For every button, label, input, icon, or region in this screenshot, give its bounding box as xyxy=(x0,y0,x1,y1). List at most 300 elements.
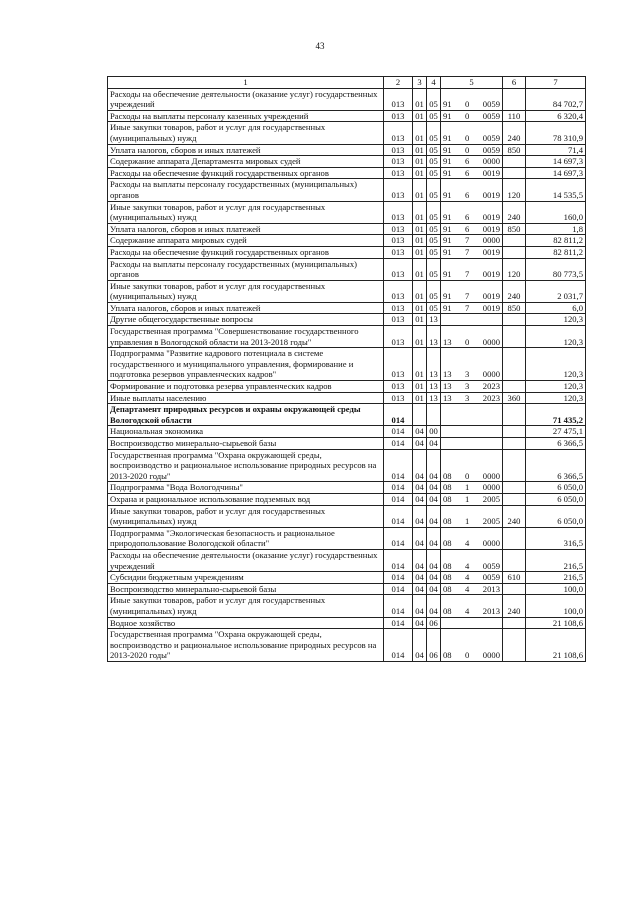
target-subprogram: 6 xyxy=(465,156,470,167)
row-section: 01 xyxy=(413,179,427,201)
target-subprogram: 4 xyxy=(465,605,470,616)
target-subprogram: 4 xyxy=(465,538,470,549)
row-expense-type: 120 xyxy=(503,258,526,280)
target-code: 2013 xyxy=(482,605,500,616)
row-name: Расходы на обеспечение функций государственных органов xyxy=(108,167,384,179)
row-target-article xyxy=(441,156,503,168)
target-code: 0000 xyxy=(482,470,500,481)
row-section: 01 xyxy=(413,392,427,404)
table-row xyxy=(108,110,586,122)
row-ministry-code: 013 xyxy=(384,348,413,381)
table-row xyxy=(108,156,586,168)
row-section: 01 xyxy=(413,156,427,168)
header-cell: 2 xyxy=(384,77,413,89)
row-subsection: 05 xyxy=(427,302,441,314)
row-amount: 6 366,5 xyxy=(526,438,586,450)
row-ministry-code: 013 xyxy=(384,167,413,179)
table-row xyxy=(108,258,586,280)
row-subsection: 05 xyxy=(427,258,441,280)
target-program: 08 xyxy=(443,583,452,594)
row-section: 01 xyxy=(413,314,427,326)
row-target-article xyxy=(441,167,503,179)
target-code: 2023 xyxy=(482,381,500,392)
row-target-article xyxy=(441,326,503,348)
target-code: 2013 xyxy=(482,583,500,594)
row-expense-type: 360 xyxy=(503,392,526,404)
row-section: 01 xyxy=(413,381,427,393)
row-target-article xyxy=(441,280,503,302)
row-name: Формирование и подготовка резерва управленческих кадров xyxy=(108,381,384,393)
target-subprogram: 6 xyxy=(465,223,470,234)
row-name: Иные закупки товаров, работ и услуг для государственных (муниципальных) нужд xyxy=(108,201,384,223)
table-row xyxy=(108,179,586,201)
target-code: 0059 xyxy=(482,99,500,110)
row-section: 01 xyxy=(413,223,427,235)
row-subsection xyxy=(427,404,441,426)
row-expense-type xyxy=(503,527,526,549)
row-section: 04 xyxy=(413,549,427,571)
row-subsection: 04 xyxy=(427,583,441,595)
target-program: 91 xyxy=(443,156,452,167)
row-section: 04 xyxy=(413,426,427,438)
row-subsection: 05 xyxy=(427,144,441,156)
target-program: 91 xyxy=(443,246,452,257)
row-ministry-code: 014 xyxy=(384,629,413,662)
header-cell: 4 xyxy=(427,77,441,89)
row-expense-type xyxy=(503,235,526,247)
table-row xyxy=(108,438,586,450)
row-expense-type xyxy=(503,617,526,629)
row-name: Воспроизводство минерально-сырьевой базы xyxy=(108,583,384,595)
table-row xyxy=(108,381,586,393)
table-row xyxy=(108,167,586,179)
table-row xyxy=(108,583,586,595)
row-ministry-code: 014 xyxy=(384,505,413,527)
target-subprogram: 0 xyxy=(465,470,470,481)
row-expense-type xyxy=(503,88,526,110)
row-expense-type xyxy=(503,381,526,393)
table-row xyxy=(108,280,586,302)
row-name: Содержание аппарата Департамента мировых судей xyxy=(108,156,384,168)
row-target-article xyxy=(441,493,503,505)
target-program: 91 xyxy=(443,269,452,280)
row-section: 01 xyxy=(413,144,427,156)
row-amount: 84 702,7 xyxy=(526,88,586,110)
row-name: Расходы на выплаты персоналу государственных (муниципальных) органов xyxy=(108,179,384,201)
target-subprogram: 3 xyxy=(465,381,470,392)
target-program: 91 xyxy=(443,223,452,234)
row-subsection: 04 xyxy=(427,438,441,450)
target-program: 08 xyxy=(443,482,452,493)
target-subprogram: 4 xyxy=(465,560,470,571)
row-ministry-code: 014 xyxy=(384,572,413,584)
row-amount: 6 050,0 xyxy=(526,482,586,494)
row-expense-type: 120 xyxy=(503,179,526,201)
target-subprogram: 0 xyxy=(465,99,470,110)
target-program: 08 xyxy=(443,516,452,527)
row-name: Охрана и рациональное использование подземных вод xyxy=(108,493,384,505)
row-expense-type xyxy=(503,583,526,595)
row-section: 01 xyxy=(413,201,427,223)
row-name: Иные закупки товаров, работ и услуг для государственных (муниципальных) нужд xyxy=(108,505,384,527)
budget-table xyxy=(107,76,586,662)
row-expense-type xyxy=(503,426,526,438)
row-subsection: 05 xyxy=(427,280,441,302)
target-subprogram: 0 xyxy=(465,132,470,143)
row-ministry-code: 014 xyxy=(384,426,413,438)
table-row xyxy=(108,326,586,348)
row-subsection: 04 xyxy=(427,449,441,482)
row-expense-type: 850 xyxy=(503,302,526,314)
row-subsection: 04 xyxy=(427,493,441,505)
row-amount: 14 535,5 xyxy=(526,179,586,201)
row-target-article xyxy=(441,527,503,549)
row-subsection: 04 xyxy=(427,505,441,527)
row-subsection: 04 xyxy=(427,527,441,549)
row-expense-type xyxy=(503,438,526,450)
row-section: 01 xyxy=(413,348,427,381)
row-subsection: 05 xyxy=(427,156,441,168)
table-row xyxy=(108,493,586,505)
row-name: Подпрограмма "Вода Вологодчины" xyxy=(108,482,384,494)
target-subprogram: 0 xyxy=(465,336,470,347)
row-subsection: 00 xyxy=(427,426,441,438)
row-subsection: 13 xyxy=(427,314,441,326)
row-ministry-code: 013 xyxy=(384,314,413,326)
row-amount: 71,4 xyxy=(526,144,586,156)
target-code: 2005 xyxy=(482,493,500,504)
row-ministry-code: 013 xyxy=(384,258,413,280)
table-row xyxy=(108,572,586,584)
table-row xyxy=(108,88,586,110)
row-ministry-code: 014 xyxy=(384,482,413,494)
header-cell: 5 xyxy=(441,77,503,89)
row-target-article xyxy=(441,482,503,494)
row-amount: 6,0 xyxy=(526,302,586,314)
row-ministry-code: 013 xyxy=(384,223,413,235)
target-subprogram: 3 xyxy=(465,369,470,380)
row-amount: 14 697,3 xyxy=(526,156,586,168)
row-target-article xyxy=(441,549,503,571)
row-name: Водное хозяйство xyxy=(108,617,384,629)
row-subsection: 06 xyxy=(427,629,441,662)
row-amount: 216,5 xyxy=(526,549,586,571)
row-target-article xyxy=(441,629,503,662)
row-name: Воспроизводство минерально-сырьевой базы xyxy=(108,438,384,450)
row-section: 01 xyxy=(413,167,427,179)
row-section: 01 xyxy=(413,326,427,348)
target-subprogram: 4 xyxy=(465,572,470,583)
target-subprogram: 0 xyxy=(465,144,470,155)
row-amount: 6 050,0 xyxy=(526,505,586,527)
target-program: 91 xyxy=(443,235,452,246)
header-cell: 3 xyxy=(413,77,427,89)
table-row xyxy=(108,527,586,549)
target-program: 13 xyxy=(443,336,452,347)
row-subsection: 05 xyxy=(427,167,441,179)
row-section: 01 xyxy=(413,258,427,280)
row-section: 04 xyxy=(413,629,427,662)
row-ministry-code: 014 xyxy=(384,404,413,426)
row-expense-type: 240 xyxy=(503,505,526,527)
row-amount: 82 811,2 xyxy=(526,246,586,258)
target-program: 08 xyxy=(443,560,452,571)
table-row xyxy=(108,246,586,258)
row-section: 04 xyxy=(413,527,427,549)
row-expense-type: 850 xyxy=(503,144,526,156)
target-program: 13 xyxy=(443,392,452,403)
row-subsection: 05 xyxy=(427,201,441,223)
target-subprogram: 4 xyxy=(465,583,470,594)
row-target-article xyxy=(441,223,503,235)
target-program: 91 xyxy=(443,132,452,143)
row-amount: 21 108,6 xyxy=(526,617,586,629)
target-subprogram: 7 xyxy=(465,291,470,302)
row-section: 04 xyxy=(413,583,427,595)
target-program: 08 xyxy=(443,538,452,549)
row-expense-type: 240 xyxy=(503,201,526,223)
table-row xyxy=(108,426,586,438)
row-name: Иные закупки товаров, работ и услуг для государственных (муниципальных) нужд xyxy=(108,122,384,144)
row-subsection: 13 xyxy=(427,392,441,404)
target-subprogram: 7 xyxy=(465,246,470,257)
row-expense-type: 110 xyxy=(503,110,526,122)
row-ministry-code: 014 xyxy=(384,527,413,549)
target-subprogram: 6 xyxy=(465,167,470,178)
target-code: 0000 xyxy=(482,650,500,661)
row-ministry-code: 013 xyxy=(384,122,413,144)
row-amount: 80 773,5 xyxy=(526,258,586,280)
row-ministry-code: 013 xyxy=(384,179,413,201)
row-subsection: 05 xyxy=(427,235,441,247)
row-amount: 6 320,4 xyxy=(526,110,586,122)
target-code: 0000 xyxy=(482,482,500,493)
target-code: 0000 xyxy=(482,235,500,246)
row-amount: 6 050,0 xyxy=(526,493,586,505)
row-target-article xyxy=(441,583,503,595)
row-name: Содержание аппарата мировых судей xyxy=(108,235,384,247)
target-code: 0000 xyxy=(482,369,500,380)
table-row xyxy=(108,348,586,381)
target-code: 0019 xyxy=(482,189,500,200)
table-row xyxy=(108,482,586,494)
header-cell: 6 xyxy=(503,77,526,89)
row-section: 01 xyxy=(413,246,427,258)
row-target-article xyxy=(441,404,503,426)
target-code: 0000 xyxy=(482,156,500,167)
row-target-article xyxy=(441,246,503,258)
row-ministry-code: 013 xyxy=(384,156,413,168)
row-section: 01 xyxy=(413,302,427,314)
row-amount: 160,0 xyxy=(526,201,586,223)
row-expense-type xyxy=(503,167,526,179)
row-section: 01 xyxy=(413,88,427,110)
target-code: 0019 xyxy=(482,269,500,280)
table-row xyxy=(108,122,586,144)
row-target-article xyxy=(441,505,503,527)
row-name: Подпрограмма "Экологическая безопасность и рациональное природопользование Вологодской области" xyxy=(108,527,384,549)
row-expense-type xyxy=(503,549,526,571)
row-expense-type xyxy=(503,314,526,326)
header-cell: 7 xyxy=(526,77,586,89)
row-amount: 120,3 xyxy=(526,314,586,326)
row-ministry-code: 013 xyxy=(384,201,413,223)
row-target-article xyxy=(441,302,503,314)
target-subprogram: 7 xyxy=(465,269,470,280)
table-row xyxy=(108,144,586,156)
row-name: Уплата налогов, сборов и иных платежей xyxy=(108,144,384,156)
target-subprogram: 3 xyxy=(465,392,470,403)
table-row xyxy=(108,617,586,629)
row-target-article xyxy=(441,88,503,110)
target-subprogram: 6 xyxy=(465,189,470,200)
row-amount: 316,5 xyxy=(526,527,586,549)
table-row xyxy=(108,549,586,571)
target-subprogram: 7 xyxy=(465,302,470,313)
row-target-article xyxy=(441,201,503,223)
row-amount: 120,3 xyxy=(526,392,586,404)
row-name: Расходы на обеспечение деятельности (оказание услуг) государственных учреждений xyxy=(108,88,384,110)
target-program: 08 xyxy=(443,572,452,583)
target-code: 0019 xyxy=(482,291,500,302)
row-amount: 1,8 xyxy=(526,223,586,235)
row-amount: 6 366,5 xyxy=(526,449,586,482)
target-code: 0000 xyxy=(482,336,500,347)
row-ministry-code: 013 xyxy=(384,326,413,348)
table-row xyxy=(108,223,586,235)
row-section: 01 xyxy=(413,122,427,144)
row-name: Департамент природных ресурсов и охраны окружающей среды Вологодской области xyxy=(108,404,384,426)
row-name: Расходы на выплаты персоналу государственных (муниципальных) органов xyxy=(108,258,384,280)
target-subprogram: 1 xyxy=(465,493,470,504)
row-subsection: 05 xyxy=(427,223,441,235)
row-ministry-code: 013 xyxy=(384,144,413,156)
target-program: 08 xyxy=(443,650,452,661)
row-subsection: 13 xyxy=(427,326,441,348)
row-ministry-code: 014 xyxy=(384,549,413,571)
target-program: 08 xyxy=(443,493,452,504)
row-amount: 100,0 xyxy=(526,583,586,595)
row-amount: 82 811,2 xyxy=(526,235,586,247)
row-expense-type xyxy=(503,482,526,494)
row-subsection: 04 xyxy=(427,482,441,494)
target-code: 0000 xyxy=(482,538,500,549)
row-name: Национальная экономика xyxy=(108,426,384,438)
row-subsection: 04 xyxy=(427,572,441,584)
row-target-article xyxy=(441,122,503,144)
target-program: 08 xyxy=(443,605,452,616)
target-code: 0059 xyxy=(482,572,500,583)
row-expense-type xyxy=(503,404,526,426)
row-section xyxy=(413,404,427,426)
row-expense-type xyxy=(503,449,526,482)
header-cell: 1 xyxy=(108,77,384,89)
row-target-article xyxy=(441,392,503,404)
row-expense-type xyxy=(503,493,526,505)
row-amount: 21 108,6 xyxy=(526,629,586,662)
row-name: Уплата налогов, сборов и иных платежей xyxy=(108,302,384,314)
row-expense-type xyxy=(503,348,526,381)
target-program: 91 xyxy=(443,212,452,223)
row-name: Государственная программа "Совершенствование государственного управления в Вологодской области на 2013-2018 годы" xyxy=(108,326,384,348)
row-target-article xyxy=(441,110,503,122)
row-subsection: 13 xyxy=(427,348,441,381)
row-section: 04 xyxy=(413,449,427,482)
target-code: 2023 xyxy=(482,392,500,403)
target-subprogram: 1 xyxy=(465,516,470,527)
row-name: Уплата налогов, сборов и иных платежей xyxy=(108,223,384,235)
table-row xyxy=(108,392,586,404)
row-amount: 2 031,7 xyxy=(526,280,586,302)
row-section: 01 xyxy=(413,110,427,122)
target-code: 0059 xyxy=(482,110,500,121)
row-expense-type: 610 xyxy=(503,572,526,584)
target-program: 91 xyxy=(443,291,452,302)
table-row xyxy=(108,302,586,314)
row-expense-type: 240 xyxy=(503,122,526,144)
target-code: 0019 xyxy=(482,302,500,313)
row-name: Расходы на выплаты персоналу казенных учреждений xyxy=(108,110,384,122)
target-program: 91 xyxy=(443,144,452,155)
target-code: 0019 xyxy=(482,246,500,257)
table-row xyxy=(108,449,586,482)
row-target-article xyxy=(441,438,503,450)
row-name: Государственная программа "Охрана окружающей среды, воспроизводство и рациональное использование природных ресурсов на 2013-2020 годы" xyxy=(108,629,384,662)
row-subsection: 04 xyxy=(427,595,441,617)
row-expense-type: 240 xyxy=(503,595,526,617)
row-expense-type xyxy=(503,326,526,348)
row-amount: 14 697,3 xyxy=(526,167,586,179)
target-program: 13 xyxy=(443,369,452,380)
row-ministry-code: 013 xyxy=(384,88,413,110)
row-name: Иные закупки товаров, работ и услуг для государственных (муниципальных) нужд xyxy=(108,280,384,302)
row-name: Другие общегосударственные вопросы xyxy=(108,314,384,326)
table-row xyxy=(108,201,586,223)
row-ministry-code: 013 xyxy=(384,280,413,302)
row-section: 04 xyxy=(413,482,427,494)
row-section: 04 xyxy=(413,595,427,617)
row-target-article xyxy=(441,572,503,584)
row-subsection: 04 xyxy=(427,549,441,571)
table-row xyxy=(108,629,586,662)
table-row xyxy=(108,404,586,426)
row-target-article xyxy=(441,258,503,280)
row-target-article xyxy=(441,449,503,482)
row-ministry-code: 014 xyxy=(384,493,413,505)
row-subsection: 13 xyxy=(427,381,441,393)
row-subsection: 05 xyxy=(427,246,441,258)
row-target-article xyxy=(441,314,503,326)
target-code: 0019 xyxy=(482,167,500,178)
row-amount: 100,0 xyxy=(526,595,586,617)
table-row xyxy=(108,235,586,247)
row-target-article xyxy=(441,179,503,201)
table-row xyxy=(108,595,586,617)
row-ministry-code: 014 xyxy=(384,449,413,482)
row-ministry-code: 013 xyxy=(384,392,413,404)
row-ministry-code: 013 xyxy=(384,302,413,314)
row-name: Подпрограмма "Развитие кадрового потенциала в системе государственного и муниципального управления, формирование и подготовка резервов управленческих кадров" xyxy=(108,348,384,381)
target-program: 91 xyxy=(443,302,452,313)
row-amount: 120,3 xyxy=(526,381,586,393)
target-code: 0059 xyxy=(482,132,500,143)
row-expense-type xyxy=(503,156,526,168)
row-amount: 120,3 xyxy=(526,326,586,348)
row-name: Субсидии бюджетным учреждениям xyxy=(108,572,384,584)
row-section: 04 xyxy=(413,505,427,527)
row-subsection: 05 xyxy=(427,110,441,122)
row-ministry-code: 013 xyxy=(384,381,413,393)
